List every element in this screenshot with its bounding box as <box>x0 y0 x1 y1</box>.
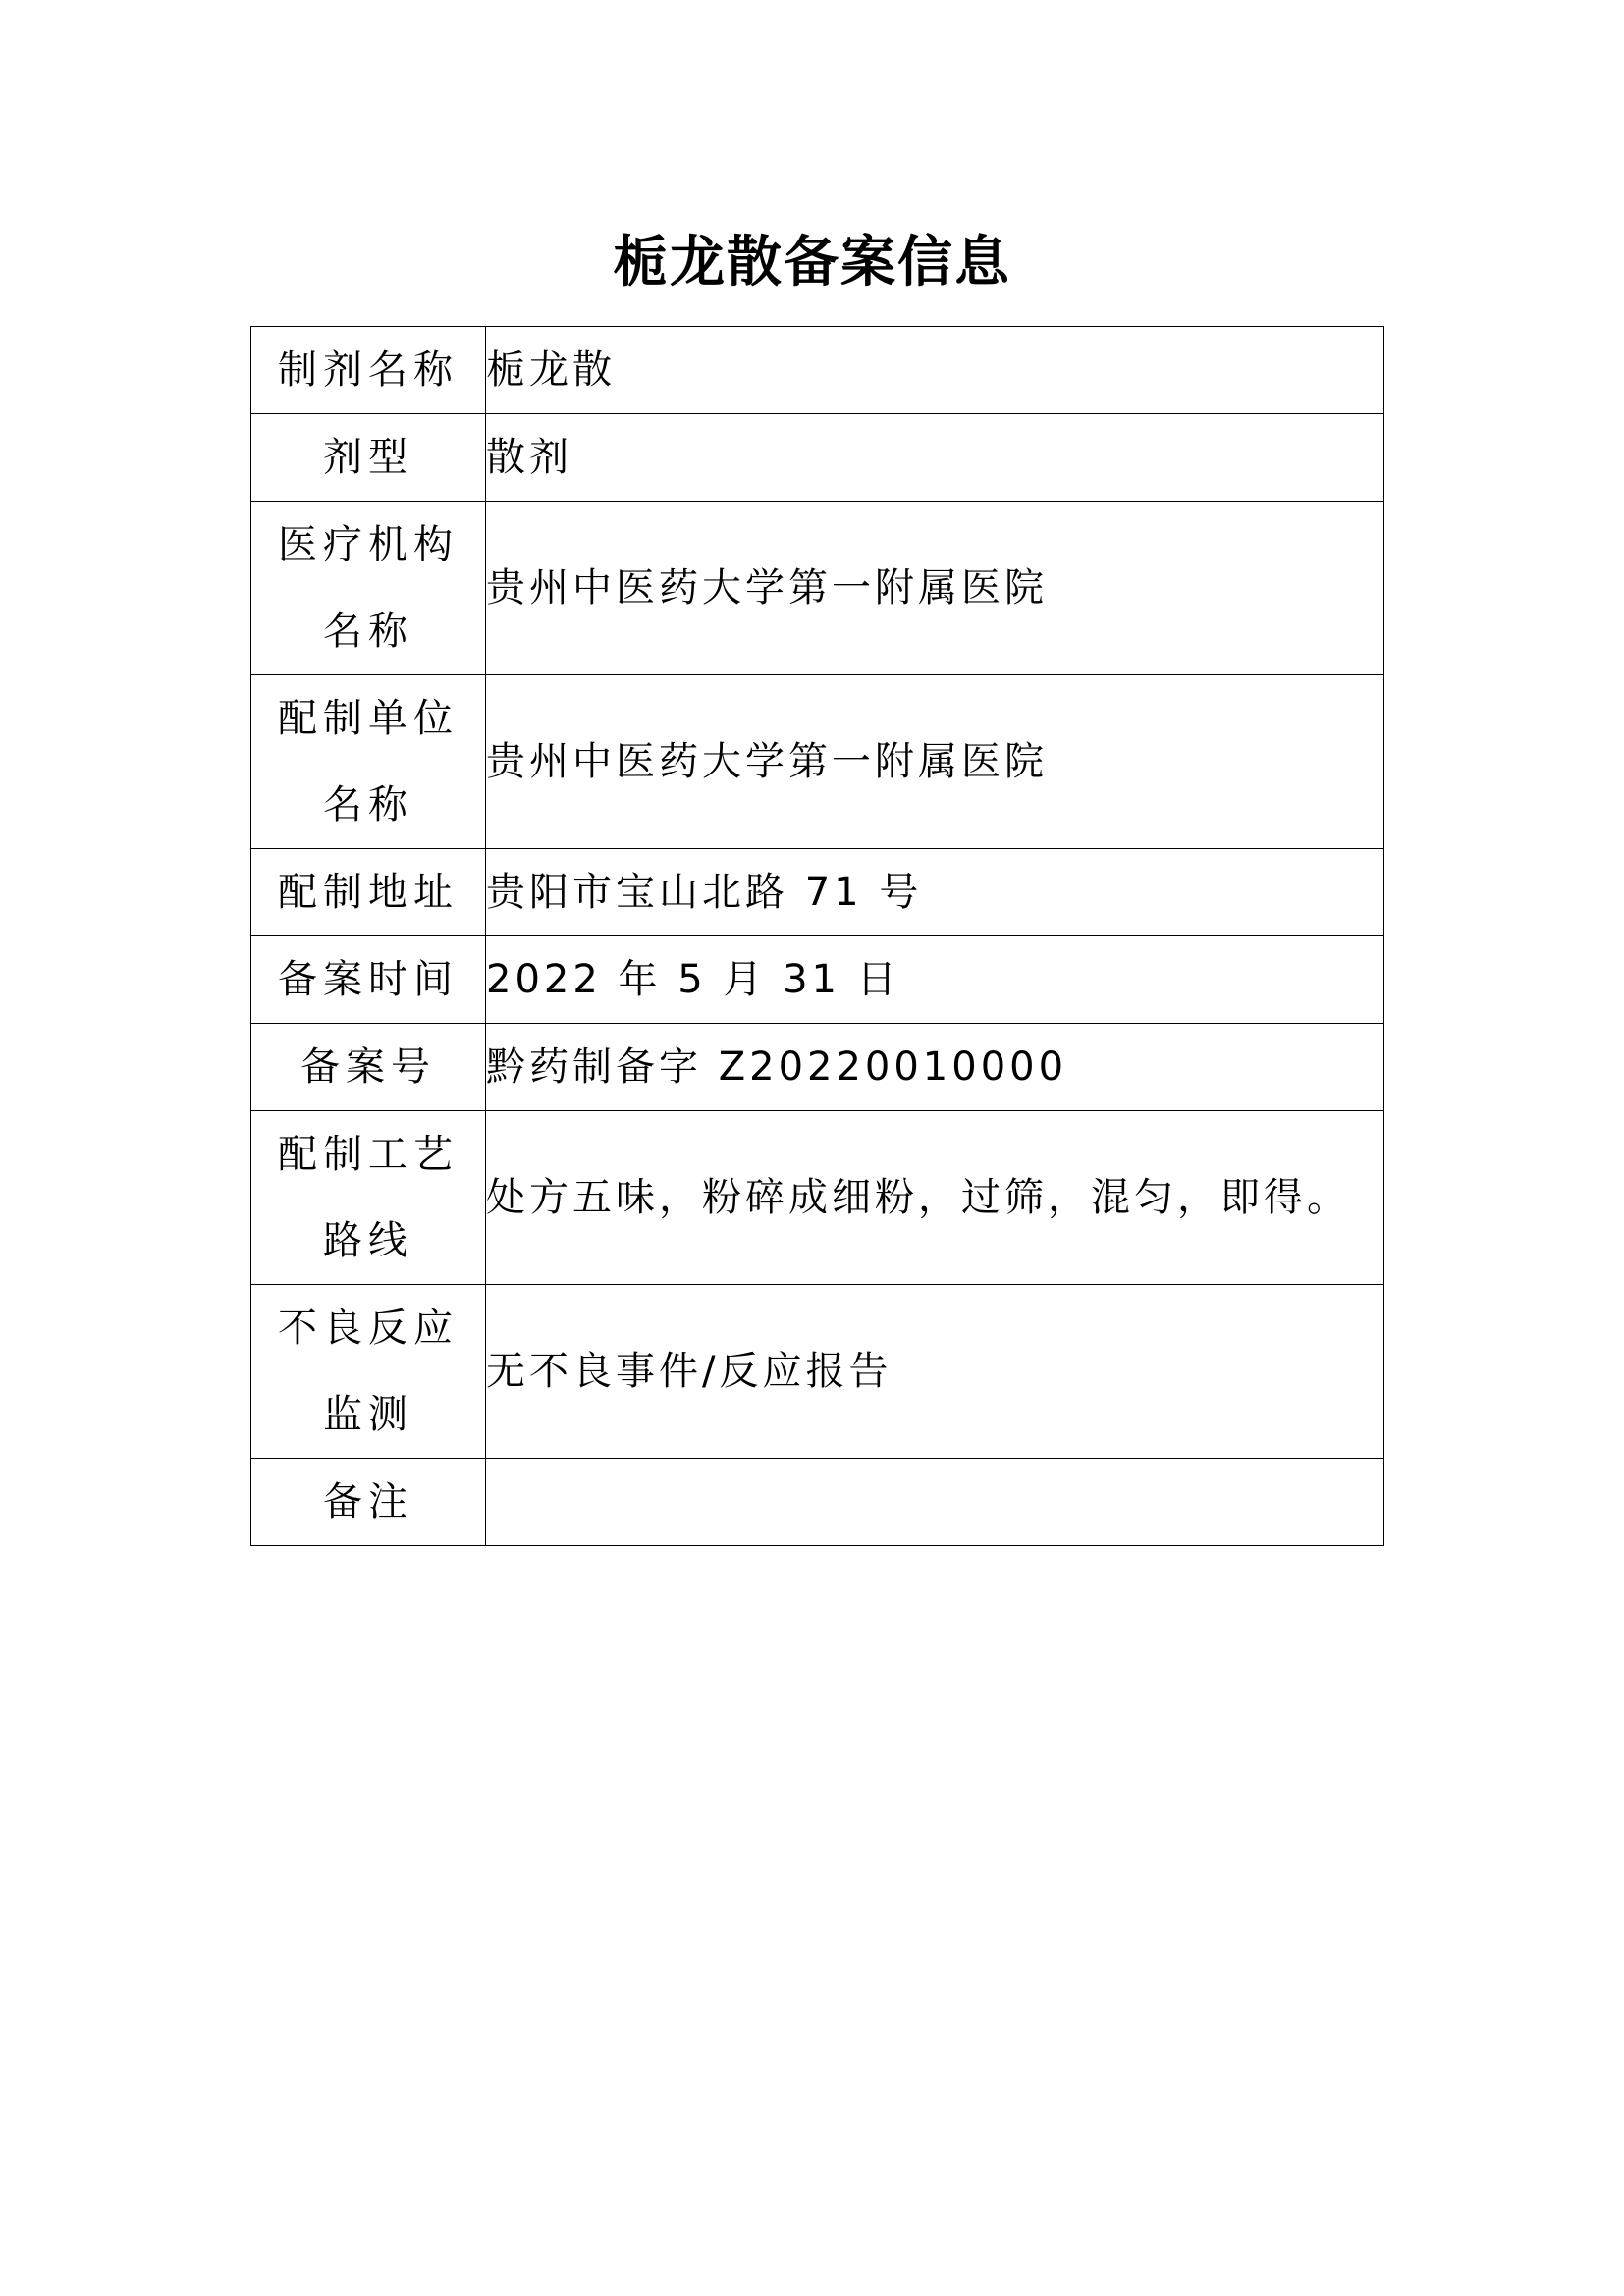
value-process-route: 处方五味，粉碎成细粉，过筛，混匀，即得。 <box>486 1111 1384 1285</box>
table-row <box>251 327 1384 414</box>
label-remarks: 备注 <box>251 1459 486 1546</box>
table-row <box>251 675 1384 849</box>
table-row <box>251 1111 1384 1285</box>
value-remarks <box>486 1459 1384 1546</box>
value-preparation-name: 栀龙散 <box>486 327 1384 414</box>
page-title: 栀龙散备案信息 <box>613 231 1011 294</box>
label-preparation-address: 配制地址 <box>251 849 486 936</box>
table-row <box>251 414 1384 502</box>
table-row <box>251 1285 1384 1459</box>
value-preparer-name: 贵州中医药大学第一附属医院 <box>486 675 1384 849</box>
value-preparation-address: 贵阳市宝山北路 71 号 <box>486 849 1384 936</box>
label-filing-date: 备案时间 <box>251 936 486 1024</box>
label-process-route: 配制工艺 路线 <box>251 1111 486 1285</box>
table-row <box>251 1024 1384 1111</box>
label-dosage-form: 剂型 <box>251 414 486 502</box>
table-row <box>251 936 1384 1024</box>
value-institution-name: 贵州中医药大学第一附属医院 <box>486 502 1384 675</box>
label-filing-number: 备案号 <box>251 1024 486 1111</box>
table-row <box>251 1459 1384 1546</box>
label-preparer-name: 配制单位 名称 <box>251 675 486 849</box>
table-row <box>251 502 1384 675</box>
label-institution-name: 医疗机构 名称 <box>251 502 486 675</box>
record-table <box>250 326 1384 1546</box>
value-adverse-reaction: 无不良事件/反应报告 <box>486 1285 1384 1459</box>
label-adverse-reaction: 不良反应 监测 <box>251 1285 486 1459</box>
value-filing-number: 黔药制备字 Z20220010000 <box>486 1024 1384 1111</box>
value-filing-date: 2022 年 5 月 31 日 <box>486 936 1384 1024</box>
label-preparation-name: 制剂名称 <box>251 327 486 414</box>
table-row <box>251 849 1384 936</box>
value-dosage-form: 散剂 <box>486 414 1384 502</box>
